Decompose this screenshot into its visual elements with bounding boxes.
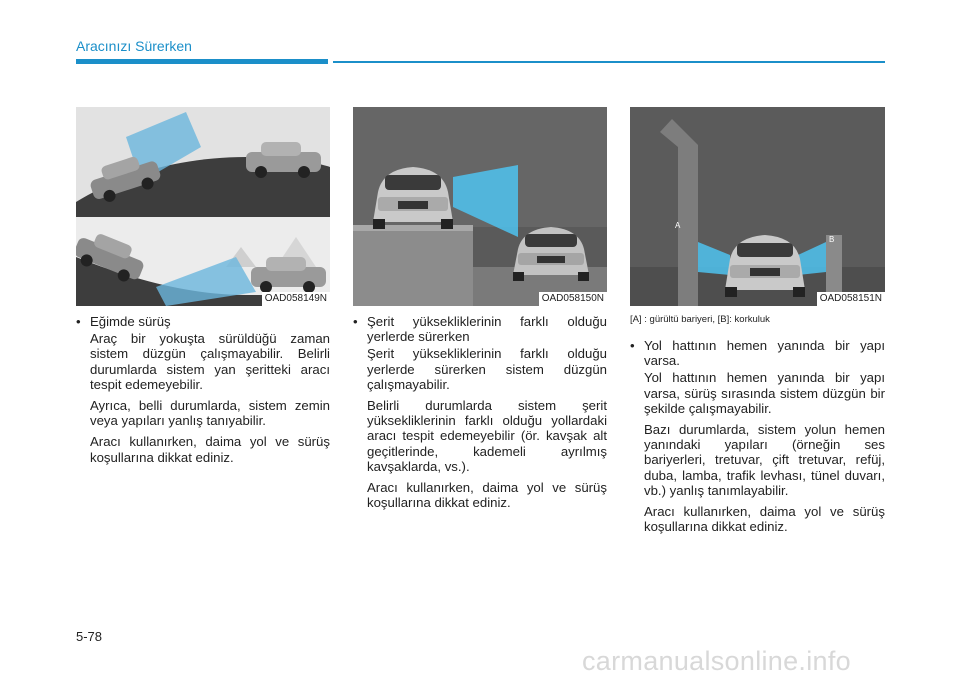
label-b: B (829, 235, 835, 244)
bullet-text: Eğimde sürüş (90, 314, 171, 329)
bullet-dot: • (76, 314, 81, 329)
hill-illustration (76, 107, 330, 306)
text-column-3 (630, 338, 885, 540)
paragraph: Araç bir yokuşta sürüldüğü zaman sistem düzgün çalışmayabilir. Belirli durumlarda sistem yan şeritteki aracı tespit edemeyebilir. (90, 331, 330, 392)
bullet-item (353, 314, 607, 344)
header-rule-thick (76, 59, 328, 64)
text-column-1 (76, 314, 330, 471)
header-rule-thin (333, 61, 885, 63)
paragraph: Yol hattının hemen yanında bir yapı varsa, sürüş sırasında sistem düzgün bir şekilde çalışmayabilir. (644, 370, 885, 416)
watermark: carmanualsonline.info (582, 646, 851, 676)
section-title: Aracınızı Sürerken (76, 38, 192, 54)
figure-hill-driving (76, 107, 330, 306)
figure-code: OAD058150N (539, 292, 607, 306)
bullet-text: Şerit yüksekliklerinin farklı olduğu yerlerde sürerken (367, 314, 607, 345)
bullet-dot: • (353, 314, 358, 329)
figure-roadside-structure (630, 107, 885, 306)
figure-lane-height (353, 107, 607, 306)
paragraph: Aracı kullanırken, daima yol ve sürüş koşullarına dikkat ediniz. (90, 434, 330, 465)
paragraph: Şerit yüksekliklerinin farklı olduğu yerlerde sürerken sistem düzgün çalışmayabilir. (367, 346, 607, 392)
paragraph: Belirli durumlarda sistem şerit yüksekliklerinin farklı olduğu yollardaki aracı tespit edemeyebilir (ör. kavşak alt geçitlerinde, kademeli ayrılmış kavşaklarda, vs.). (367, 398, 607, 474)
paragraph: Ayrıca, belli durumlarda, sistem zemin veya yapıları yanlış tanıyabilir. (90, 398, 330, 429)
lane-height-illustration (353, 107, 607, 306)
label-a: A (675, 221, 681, 230)
figure-caption: [A] : gürültü bariyeri, [B]: korkuluk (630, 314, 770, 325)
bullet-text: Yol hattının hemen yanında bir yapı varsa. (644, 338, 885, 369)
text-column-2 (353, 314, 607, 516)
paragraph: Aracı kullanırken, daima yol ve sürüş koşullarına dikkat ediniz. (644, 504, 885, 535)
bullet-item (630, 338, 885, 368)
paragraph: Aracı kullanırken, daima yol ve sürüş koşullarına dikkat ediniz. (367, 480, 607, 511)
bullet-dot: • (630, 338, 635, 353)
roadside-illustration (630, 107, 885, 306)
figure-code: OAD058151N (817, 292, 885, 306)
page-number: 5-78 (76, 629, 103, 644)
bullet-item (76, 314, 330, 329)
paragraph: Bazı durumlarda, sistem yolun hemen yanındaki yapıları (örneğin ses bariyerleri, tretuvar, çift tretuvar, refüj, duba, lamba, trafik levhası, tünel duvarı, vb.) yanlış tanımlayabilir. (644, 422, 885, 498)
figure-code: OAD058149N (262, 292, 330, 306)
